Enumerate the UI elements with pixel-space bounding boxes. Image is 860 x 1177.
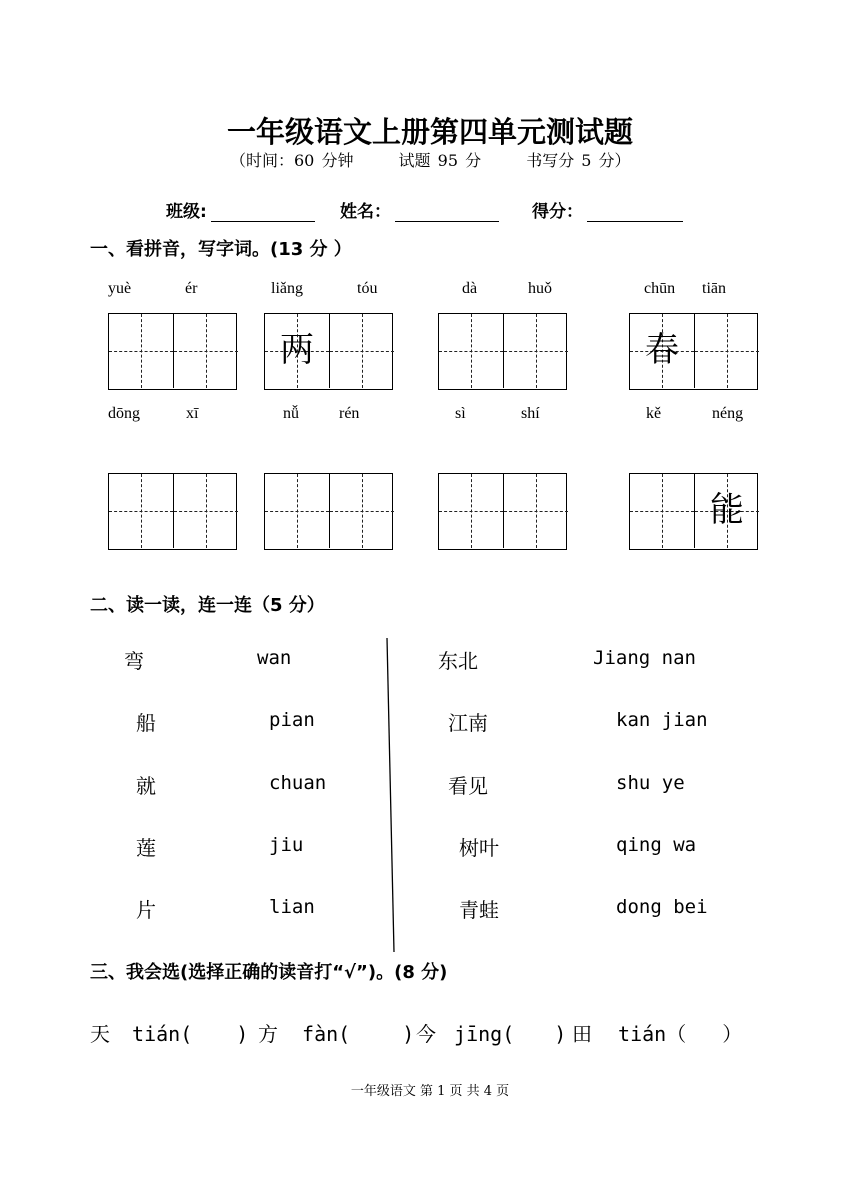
- match-word-pinyin[interactable]: Jiang nan: [593, 647, 696, 669]
- match-word[interactable]: 东北: [438, 649, 478, 673]
- name-blank[interactable]: [395, 204, 499, 222]
- subtitle-time: （时间：60 分钟: [230, 151, 354, 170]
- match-char[interactable]: 就: [136, 774, 156, 798]
- pinyin: dōng: [108, 405, 140, 422]
- pinyin: sì: [455, 405, 466, 422]
- choice-item: [572, 1018, 742, 1047]
- name-field: [340, 197, 499, 222]
- writing-grid[interactable]: [629, 473, 758, 550]
- choice-pinyin: tián（: [618, 1022, 687, 1046]
- subtitle-score: 试题 95 分: [398, 151, 482, 170]
- match-pinyin[interactable]: wan: [257, 647, 292, 669]
- page-footer: 一年级语文 第 1 页 共 4 页: [350, 1084, 510, 1099]
- writing-grid[interactable]: [438, 473, 567, 550]
- pinyin: ér: [185, 280, 198, 297]
- match-word-pinyin[interactable]: shu ye: [616, 772, 685, 794]
- choice-char: 方: [258, 1022, 278, 1046]
- name-label: 姓名：: [340, 202, 391, 222]
- match-char[interactable]: 片: [136, 898, 156, 922]
- score-label: 得分：: [532, 202, 583, 222]
- class-field: [166, 197, 315, 222]
- writing-grid[interactable]: [629, 313, 758, 390]
- writing-grid[interactable]: [438, 313, 567, 390]
- choice-pinyin: jīng(: [454, 1022, 515, 1046]
- match-pinyin[interactable]: chuan: [269, 772, 327, 794]
- pinyin: tiān: [702, 280, 726, 297]
- page-subtitle: [230, 148, 669, 171]
- section2-heading: 二、读一读，连一连（5 分）: [90, 595, 325, 616]
- choice-item: [416, 1018, 566, 1047]
- pinyin: shí: [521, 405, 540, 422]
- match-word-pinyin[interactable]: dong bei: [616, 896, 708, 918]
- score-field: [532, 197, 683, 222]
- match-pinyin[interactable]: lian: [269, 896, 315, 918]
- choice-char: 今: [416, 1022, 436, 1046]
- divider-line: [380, 630, 400, 960]
- writing-grid[interactable]: [264, 313, 393, 390]
- class-blank[interactable]: [211, 204, 315, 222]
- section1-heading: 一、看拼音，写字词。(13 分 ）: [90, 239, 352, 260]
- match-word[interactable]: 看见: [448, 774, 488, 798]
- grid-char: 两: [280, 330, 314, 370]
- class-label: 班级:: [166, 202, 207, 222]
- pinyin: nǚ: [283, 405, 299, 422]
- match-word-pinyin[interactable]: qing wa: [616, 834, 697, 856]
- pinyin: chūn: [644, 280, 676, 297]
- page-title: 一年级语文上册第四单元测试题: [226, 115, 633, 149]
- choice-char: 天: [90, 1022, 110, 1046]
- grid-char: 能: [710, 490, 744, 530]
- match-pinyin[interactable]: jiu: [269, 834, 304, 856]
- writing-grid[interactable]: [264, 473, 393, 550]
- choice-item: [258, 1018, 414, 1047]
- match-word[interactable]: 青蛙: [459, 898, 499, 922]
- writing-grid[interactable]: [108, 473, 237, 550]
- choice-close: ): [554, 1022, 567, 1046]
- match-word[interactable]: 江南: [448, 711, 488, 735]
- pinyin: kě: [646, 405, 662, 422]
- score-blank[interactable]: [587, 204, 683, 222]
- match-char[interactable]: 弯: [124, 649, 144, 673]
- pinyin: liǎng: [271, 280, 303, 297]
- match-pinyin[interactable]: pian: [269, 709, 315, 731]
- pinyin: tóu: [357, 280, 378, 297]
- pinyin: rén: [339, 405, 360, 422]
- subtitle-writing: 书写分 5 分）: [526, 151, 631, 170]
- choice-pinyin: fàn(: [302, 1022, 351, 1046]
- choice-close: ): [402, 1022, 415, 1046]
- match-word[interactable]: 树叶: [459, 836, 499, 860]
- section3-heading: 三、我会选(选择正确的读音打“√”)。(8 分): [90, 962, 448, 983]
- pinyin: dà: [462, 280, 478, 297]
- choice-close: ): [236, 1022, 249, 1046]
- pinyin: xī: [186, 405, 199, 422]
- choice-pinyin: tián(: [132, 1022, 193, 1046]
- writing-grid[interactable]: [108, 313, 237, 390]
- pinyin: huǒ: [528, 280, 552, 297]
- match-word-pinyin[interactable]: kan jian: [616, 709, 708, 731]
- choice-char: 田: [572, 1022, 592, 1046]
- choice-close: ）: [722, 1022, 743, 1046]
- match-char[interactable]: 船: [136, 711, 156, 735]
- choice-item: [90, 1018, 248, 1047]
- pinyin: yuè: [108, 280, 132, 297]
- match-char[interactable]: 莲: [136, 836, 156, 860]
- grid-char: 春: [645, 330, 679, 370]
- pinyin: néng: [712, 405, 744, 422]
